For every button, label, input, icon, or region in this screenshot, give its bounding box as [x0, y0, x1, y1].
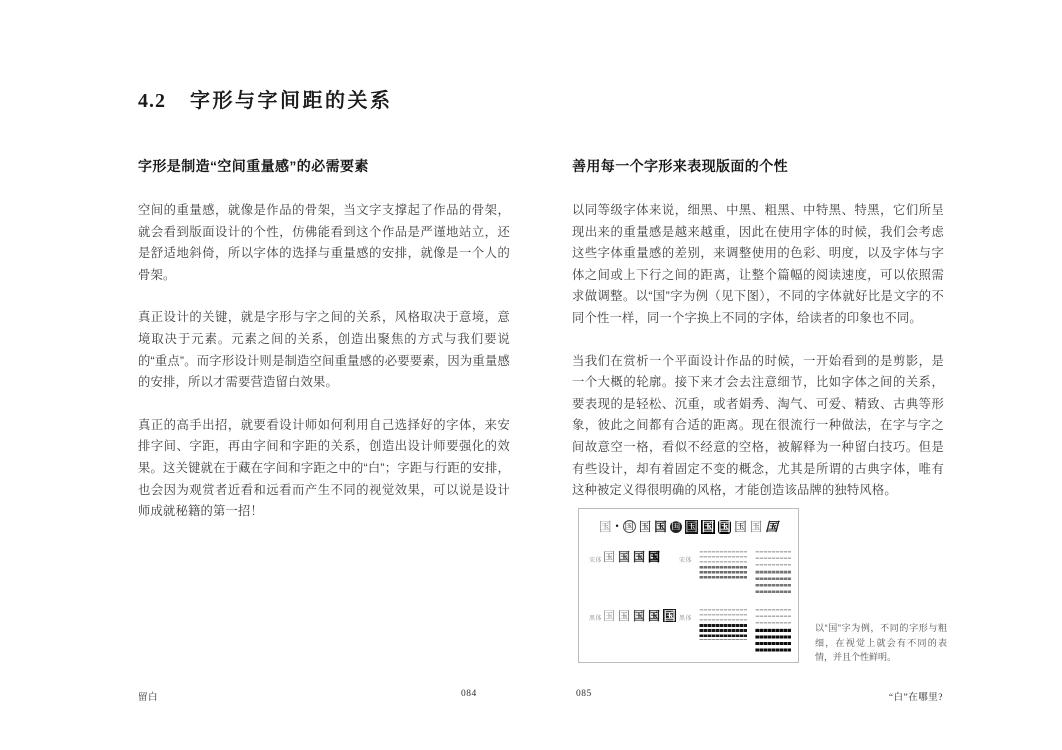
guo-weight-glyph: 国	[633, 550, 646, 564]
dummy-lines-bold	[699, 566, 747, 581]
guo-glyph-inverse-round: 国	[718, 519, 731, 534]
guo-weight-glyph: 国	[603, 550, 616, 564]
guo-glyph-serif: 国	[638, 519, 652, 534]
guo-glyph-outline: 国	[734, 519, 747, 534]
right-section-heading: 善用每一个字形来表现版面的个性	[572, 158, 788, 174]
guo-weight-glyph: 国	[663, 608, 676, 623]
dummy-lines-bold	[755, 629, 791, 655]
guo-weight-glyph: 国	[648, 608, 661, 623]
guo-weight-glyph: 国	[618, 608, 631, 623]
left-paragraph-1: 空间的重量感，就像是作品的骨架，当文字支撑起了作品的骨架，就会看到版面设计的个性，仿佛能看到这个作品是严谨地站立，还是舒适地斜倚，所以字体的选择与重量感的安排，就像是一个人的骨架。	[138, 203, 510, 282]
paragraph-sample-song-loose	[755, 551, 791, 597]
figure-box	[578, 508, 799, 663]
chapter-title-text: 字形与字间距的关系	[190, 90, 393, 112]
glyph-strip-1	[603, 609, 676, 622]
figure-row1-paragraph-label: 宋体	[679, 558, 693, 564]
paragraph-sample-hei-tight	[699, 609, 747, 640]
glyph-strip-0	[603, 551, 660, 563]
right-page-column	[572, 157, 944, 523]
left-page-number: 084	[461, 689, 477, 699]
figure-top-row	[599, 520, 778, 534]
left-paragraph-3: 真正的高手出招，就要看设计师如何利用自己选择好的字体，来安排字间、字距，再由字间和字距的关系，创造出设计师要强化的效果。这关键就在于藏在字间和字距之中的“白”；字距与行距的安排，也会因为观赏者近看和远看而产生不同的视觉效果，可以说是设计师成就秘籍的第一招！	[138, 417, 510, 519]
guo-weight-glyph: 国	[633, 608, 646, 623]
right-footer-section-title: “白”在哪里?	[888, 693, 943, 703]
guo-glyph-round-dark: 国	[671, 521, 681, 532]
dummy-lines-light	[755, 551, 791, 571]
paragraph-sample-song-tight	[699, 551, 747, 581]
guo-glyph-round: 国	[624, 521, 634, 532]
figure-caption: 以“国”字为例，不同的字形与粗细，在视觉上就会有不同的表情，并且个性鲜明。	[815, 623, 947, 662]
left-section-heading: 字形是制造“空间重量感”的必需要素	[138, 158, 369, 174]
dummy-lines-light	[699, 551, 747, 566]
guo-glyph-thin: 国	[749, 519, 763, 534]
guo-glyph-inverse-bold: 国	[701, 519, 715, 534]
left-page-column	[138, 157, 510, 544]
dummy-lines-light	[699, 609, 747, 624]
bullet-separator: •	[615, 521, 619, 532]
left-footer-book-title: 留白	[138, 693, 159, 703]
figure-row2-typeface-label: 黑体	[589, 616, 603, 622]
figure-row2-paragraph-label: 黑体	[679, 616, 693, 622]
dummy-lines-bold	[755, 571, 791, 597]
dummy-lines-bold	[699, 624, 747, 640]
guo-glyph-fancy: 国	[765, 519, 778, 534]
guo-glyph-light: 国	[599, 519, 612, 534]
guo-glyph-serif-bold: 国	[654, 519, 667, 534]
guo-glyph-inverse: 国	[685, 519, 698, 534]
left-paragraph-2: 真正设计的关键，就是字形与字之间的关系，风格取决于意境，意境取决于元素。元素之间的关系，创造出聚焦的方式与我们要说的“重点”。而字形设计则是制造空间重量感的必要要素，因为重量感的安排，所以才需要营造留白效果。	[138, 310, 510, 390]
paragraph-sample-hei-loose	[755, 609, 791, 655]
guo-weight-glyph: 国	[603, 608, 616, 623]
right-paragraph-1: 以同等级字体来说，细黑、中黑、粗黑、中特黑、特黑，它们所呈现出来的重量感是越来越重，因此在使用字体的时候，我们会考虑这些字体重量感的差别，来调整使用的色彩、明度，以及字体与字体之间或上下行之间的距离，让整个篇幅的阅读速度，可以依照需求做调整。以“国”字为例（见下图），不同的字体就好比是文字的不同个性一样，同一个字换上不同的字体，给读者的印象也不同。	[572, 203, 944, 325]
guo-weight-glyph: 国	[618, 550, 631, 564]
dummy-lines-light	[755, 609, 791, 629]
chapter-title	[138, 84, 393, 113]
right-paragraph-2: 当我们在赏析一个平面设计作品的时候，一开始看到的是剪影，是一个大概的轮廓。接下来才会去注意细节，比如字体之间的关系，要表现的是轻松、沉重，或者娟秀、淘气、可爱、精致、古典等形象，彼此之间都有合适的距离。现在很流行一种做法，在字与字之间故意空一格，看似不经意的空格，被解释为一种留白技巧。但是有些设计，却有着固定不变的概念，尤其是所谓的古典字体，唯有这种被定义得很明确的风格，才能创造该品牌的独特风格。	[572, 353, 944, 498]
chapter-number: 4.2	[138, 90, 166, 112]
right-page-number: 085	[576, 689, 592, 699]
figure-row1-typeface-label: 宋体	[589, 558, 603, 564]
guo-weight-glyph: 国	[648, 550, 661, 564]
